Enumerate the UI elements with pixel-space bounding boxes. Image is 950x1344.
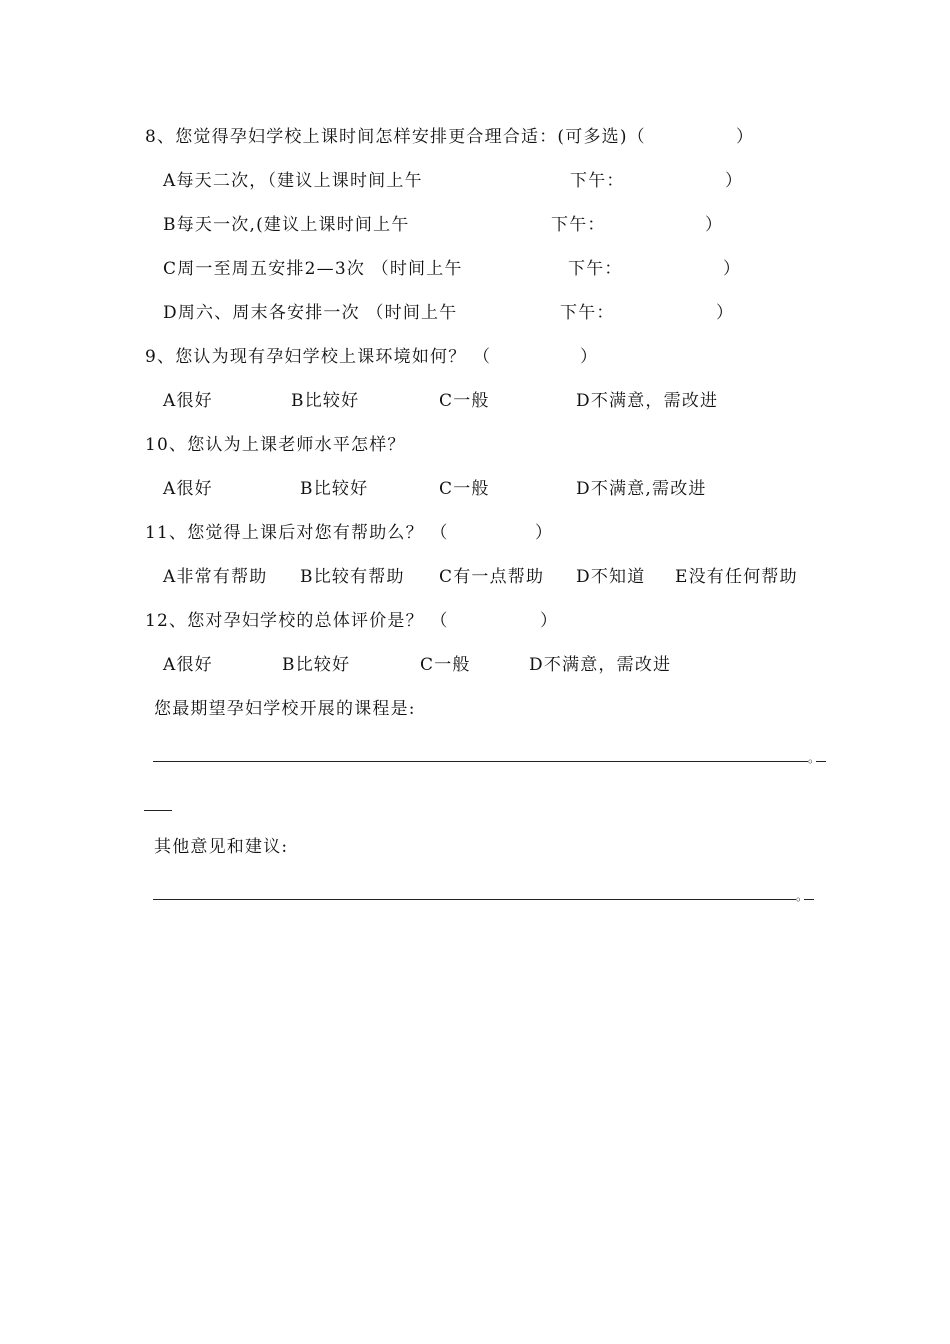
q8-option-b-close: ） (705, 215, 724, 235)
q11-option-c: C有一点帮助 (439, 567, 545, 587)
q11-option-a: A非常有帮助 (163, 567, 268, 587)
courses-label: 您最期望孕妇学校开展的课程是: (154, 699, 416, 719)
q11-close: ） (535, 523, 554, 543)
q11-option-d: D不知道 (576, 567, 646, 587)
other-label: 其他意见和建议: (154, 837, 289, 857)
q9-close: ） (580, 347, 599, 367)
q11-option-b: B比较有帮助 (300, 567, 405, 587)
q10-option-d: D不满意,需改进 (576, 479, 707, 499)
courses-answer-line (153, 761, 808, 762)
q8-option-b: B每天一次,(建议上课时间上午 (163, 215, 410, 235)
q12-option-c: C一般 (420, 655, 471, 675)
q8-close: ） (736, 127, 755, 147)
q10-question: 10、您认为上课老师水平怎样？ (145, 435, 406, 455)
q12-question: 12、您对孕妇学校的总体评价是？ （ (145, 611, 449, 631)
q8-option-c-close: ） (723, 259, 742, 279)
q11-question: 11、您觉得上课后对您有帮助么？ （ (145, 523, 449, 543)
q10-option-b: B比较好 (300, 479, 369, 499)
q12-option-a: A很好 (163, 655, 213, 675)
q8-question: 8、您觉得孕妇学校上课时间怎样安排更合理合适：(可多选)（ (145, 127, 646, 147)
q9-option-b: B比较好 (291, 391, 360, 411)
q12-option-d: D不满意，需改进 (529, 655, 672, 675)
q12-close: ） (540, 611, 559, 631)
q8-option-a-afternoon: 下午： (570, 171, 625, 191)
other-period: 。 (796, 889, 809, 903)
q12-option-b: B比较好 (282, 655, 351, 675)
other-answer-line-tail (804, 899, 814, 900)
q8-option-a-close: ） (725, 171, 744, 191)
q9-option-a: A很好 (163, 391, 213, 411)
other-answer-line (153, 899, 796, 900)
q11-option-e: E没有任何帮助 (675, 567, 798, 587)
q8-option-b-afternoon: 下午： (551, 215, 606, 235)
q8-option-d-close: ） (716, 303, 735, 323)
courses-period: 。 (808, 751, 821, 765)
q8-option-d-afternoon: 下午： (560, 303, 615, 323)
q9-question: 9、您认为现有孕妇学校上课环境如何？ （ (145, 347, 492, 367)
q8-option-c-afternoon: 下午： (568, 259, 623, 279)
q8-option-c: C周一至周五安排2—3次 （时间上午 (163, 259, 463, 279)
q8-option-d: D周六、周末各安排一次 （时间上午 (163, 303, 458, 323)
q9-option-c: C一般 (439, 391, 490, 411)
q8-option-a: A每天二次，（建议上课时间上午 (163, 171, 423, 191)
courses-answer-line-continuation (144, 810, 172, 811)
q10-option-c: C一般 (439, 479, 490, 499)
q10-option-a: A很好 (163, 479, 213, 499)
q9-option-d: D不满意，需改进 (576, 391, 719, 411)
courses-answer-line-tail (816, 761, 826, 762)
